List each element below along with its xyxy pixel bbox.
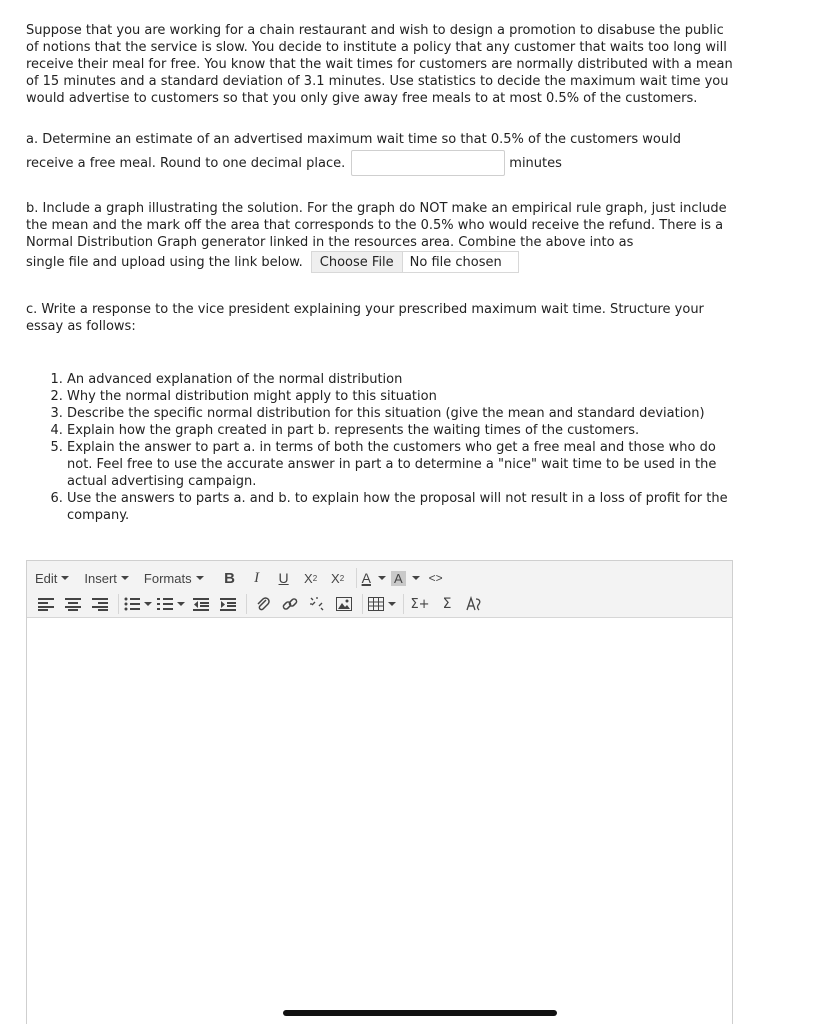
underline-button[interactable]: U	[278, 570, 289, 586]
attach-button[interactable]	[252, 593, 274, 615]
part-b-prompt-lastline: single file and upload using the link below.	[26, 254, 303, 270]
unit-label: minutes	[509, 155, 562, 171]
unlink-icon	[309, 596, 325, 612]
essay-structure-list	[26, 371, 736, 524]
indent-button[interactable]	[217, 593, 239, 615]
text-color-button[interactable]	[362, 567, 386, 589]
chevron-down-icon	[61, 576, 69, 580]
toolbar-divider	[362, 594, 363, 614]
part-a	[26, 131, 736, 176]
bullet-list-icon	[124, 597, 140, 611]
list-item: 3. Describe the specific normal distribution for this situation (give the mean and standard deviation)	[67, 405, 736, 422]
edit-menu[interactable]	[35, 571, 69, 586]
file-status: No file chosen	[409, 254, 502, 270]
part-b-prompt: b. Include a graph illustrating the solution. For the graph do NOT make an empirical rule graph, just include the mean and the mark off the area that corresponds to the 0.5% who would receive the refund. There is a Normal Distribution Graph generator linked in the resources area. Combine the above into as	[26, 201, 727, 250]
chevron-down-icon	[121, 576, 129, 580]
rich-text-editor	[26, 560, 733, 1024]
image-icon	[336, 597, 352, 611]
chevron-down-icon	[388, 602, 396, 606]
insert-menu-label: Insert	[84, 570, 117, 586]
chevron-down-icon	[412, 576, 420, 580]
part-a-prompt-line1: a. Determine an estimate of an advertised maximum wait time so that 0.5% of the customers would	[26, 132, 681, 147]
italic-button[interactable]: I	[254, 569, 260, 586]
text-color-icon: A	[361, 570, 371, 586]
question-intro: Suppose that you are working for a chain restaurant and wish to design a promotion to disabuse the public of notions that the service is slow. You decide to institute a policy that any customer that waits too long will receive their meal for free. You know that the wait times for customers are normally distributed with a mean of 15 minutes and a standard deviation of 3.1 minutes. Use statistics to decide the maximum wait time you would advertise to customers so that you only give away free meals to at most 0.5% of the customers.	[26, 23, 733, 106]
align-right-icon	[92, 597, 108, 611]
chevron-down-icon	[177, 602, 185, 606]
subscript-button[interactable]	[300, 567, 322, 589]
formats-menu[interactable]	[144, 571, 204, 586]
superscript-button[interactable]	[327, 567, 349, 589]
align-left-icon	[38, 597, 54, 611]
list-item: 2. Why the normal distribution might apply to this situation	[67, 388, 736, 405]
insert-menu[interactable]	[84, 571, 129, 586]
subscript-label: X	[304, 570, 313, 586]
home-indicator	[283, 1010, 557, 1016]
align-right-button[interactable]	[89, 593, 111, 615]
toolbar-divider	[246, 594, 247, 614]
list-item: 4. Explain how the graph created in part b. represents the waiting times of the customers.	[67, 422, 736, 439]
file-picker[interactable]	[311, 251, 519, 273]
special-characters-icon	[465, 596, 483, 612]
numbered-list-button[interactable]	[157, 593, 185, 615]
superscript-mark: 2	[339, 573, 345, 583]
answer-input[interactable]	[351, 150, 505, 176]
question-content	[26, 22, 736, 524]
align-center-icon	[65, 597, 81, 611]
paperclip-icon	[255, 596, 271, 612]
numbered-list-icon	[157, 597, 173, 611]
background-color-button[interactable]	[391, 567, 420, 589]
bullet-list-button[interactable]	[124, 593, 152, 615]
part-b	[26, 200, 736, 273]
chevron-down-icon	[144, 602, 152, 606]
list-item: 1. An advanced explanation of the normal distribution	[67, 371, 736, 388]
toolbar-divider	[403, 594, 404, 614]
unlink-button[interactable]	[306, 593, 328, 615]
toolbar-row-2	[35, 591, 726, 617]
outdent-button[interactable]	[190, 593, 212, 615]
special-characters-button[interactable]	[463, 593, 485, 615]
equation-button[interactable]: Σ	[442, 596, 452, 612]
background-color-icon: A	[391, 571, 406, 586]
link-icon	[282, 596, 298, 612]
insert-image-button[interactable]	[333, 593, 355, 615]
editor-content-area[interactable]	[27, 618, 732, 1024]
table-icon	[368, 597, 384, 611]
equation-plus-button[interactable]: Σ+	[410, 596, 430, 612]
toolbar-row-1	[35, 565, 726, 591]
edit-menu-label: Edit	[35, 570, 58, 586]
list-item: 6. Use the answers to parts a. and b. to explain how the proposal will not result in a loss of profit for the company.	[67, 490, 736, 524]
list-item: 5. Explain the answer to part a. in terms of both the customers who get a free meal and those who do not. Feel free to use the accurate answer in part a to determine a "nice" wait time to be used in the actual advertising campaign.	[67, 439, 736, 490]
insert-link-button[interactable]	[279, 593, 301, 615]
editor-toolbar	[27, 561, 732, 618]
align-left-button[interactable]	[35, 593, 57, 615]
source-code-button[interactable]: <>	[428, 571, 443, 585]
bold-button[interactable]: B	[224, 569, 236, 587]
indent-icon	[220, 597, 236, 611]
subscript-mark: 2	[312, 573, 318, 583]
toolbar-divider	[356, 568, 357, 588]
chevron-down-icon	[378, 576, 386, 580]
part-c-prompt: c. Write a response to the vice president explaining your prescribed maximum wait time. Structure your essay as follows:	[26, 302, 704, 334]
choose-file-button[interactable]: Choose File	[312, 252, 403, 272]
toolbar-divider	[118, 594, 119, 614]
outdent-icon	[193, 597, 209, 611]
formats-menu-label: Formats	[143, 570, 192, 586]
chevron-down-icon	[196, 576, 204, 580]
superscript-label: X	[331, 570, 340, 586]
align-center-button[interactable]	[62, 593, 84, 615]
insert-table-button[interactable]	[368, 593, 396, 615]
part-a-prompt-line2: receive a free meal. Round to one decimal place.	[26, 155, 346, 171]
